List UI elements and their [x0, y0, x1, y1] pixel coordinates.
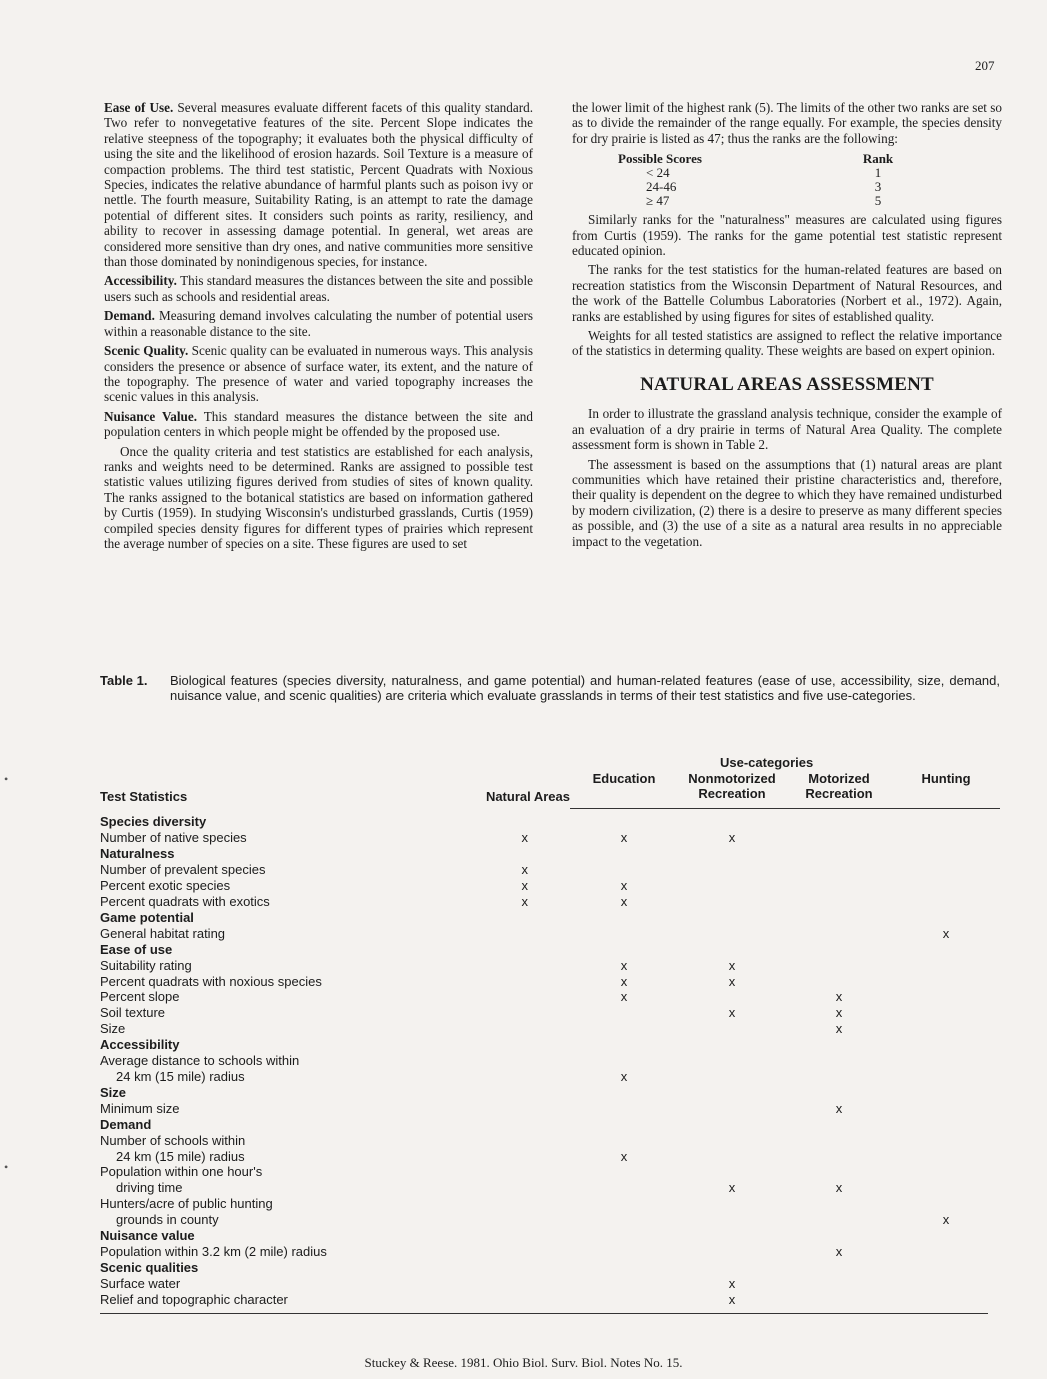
table-row: [100, 926, 1000, 942]
use-category-cell: [678, 926, 786, 942]
table-row: [100, 974, 1000, 990]
use-category-cell: [892, 974, 1000, 990]
criterion-mark: x: [728, 957, 736, 973]
use-category-cell: [786, 846, 892, 862]
table-bottom-rule: [100, 1313, 988, 1314]
hunting-header: Hunting: [892, 771, 1000, 809]
criterion-mark: x: [728, 973, 736, 989]
use-category-cell: [892, 1053, 1000, 1069]
rank-header: Rank: [862, 151, 894, 167]
use-category-cell: [892, 989, 1000, 1005]
nuisance-value-paragraph: [104, 409, 533, 440]
use-category-cell: [678, 1069, 786, 1085]
use-category-cell: [786, 1101, 892, 1117]
table-row: [100, 1005, 1000, 1021]
criterion-mark: x: [835, 1100, 843, 1116]
use-category-cell: [786, 958, 892, 974]
use-category-cell: [570, 942, 678, 958]
illustrate-paragraph: In order to illustrate the grassland analysis technique, consider the example of an evaluation of a dry prairie in terms of Natural Area Quality. The complete assessment form is shown in Table 2.: [572, 406, 1002, 453]
table-row: [100, 1133, 1000, 1149]
rank-value: 1: [874, 165, 882, 181]
use-category-cell: [786, 1276, 892, 1292]
use-category-cell: [786, 989, 892, 1005]
statistic-label: grounds in county: [116, 1212, 219, 1228]
use-category-cell: [570, 958, 678, 974]
ease-of-use-paragraph: [104, 100, 533, 269]
use-category-cell: [786, 1053, 892, 1069]
category-label: Demand: [100, 1116, 152, 1132]
use-category-cell: [570, 894, 678, 910]
use-category-cell: [468, 1212, 570, 1228]
statistic-label: Size: [100, 1021, 126, 1037]
table-row: [100, 1212, 1000, 1228]
use-category-cell: [468, 1053, 570, 1069]
use-category-cell: [468, 1117, 570, 1133]
use-category-cell: [570, 1180, 678, 1196]
criterion-mark: x: [728, 1005, 736, 1021]
use-category-cell: [678, 1196, 786, 1212]
use-category-cell: [892, 1212, 1000, 1228]
use-category-cell: [678, 1037, 786, 1053]
table-row: [100, 1292, 1000, 1308]
criterion-mark: x: [620, 1068, 628, 1084]
margin-mark: •: [4, 1160, 9, 1174]
table-label: Table 1.: [100, 673, 148, 688]
criterion-mark: x: [835, 1021, 843, 1037]
use-category-cell: [468, 1196, 570, 1212]
demand-text: Measuring demand involves calculating the number of potential users within a reasonable distance to the site.: [104, 308, 533, 339]
use-category-cell: [786, 910, 892, 926]
criteria-table: [100, 755, 1000, 1308]
use-category-cell: [570, 1149, 678, 1165]
criterion-mark: x: [728, 1180, 736, 1196]
scenic-quality-title: Scenic Quality.: [104, 343, 189, 359]
use-category-cell: [678, 1244, 786, 1260]
use-category-cell: [468, 1244, 570, 1260]
use-category-cell: [570, 1005, 678, 1021]
scores-header: Possible Scores: [618, 151, 702, 167]
use-category-cell: [468, 862, 570, 878]
score-value: 24-46: [646, 179, 677, 195]
statistic-label: Suitability rating: [100, 957, 192, 973]
use-category-cell: [570, 1164, 678, 1180]
use-category-cell: [678, 1276, 786, 1292]
use-category-cell: [786, 1069, 892, 1085]
table-1: [100, 755, 1000, 1308]
use-category-cell: [468, 974, 570, 990]
use-category-cell: [786, 1164, 892, 1180]
use-category-cell: [468, 878, 570, 894]
accessibility-text: This standard measures the distances between the site and possible users such as schools and residential areas.: [104, 273, 533, 304]
use-category-cell: [892, 1180, 1000, 1196]
use-category-cell: [786, 942, 892, 958]
use-category-cell: [786, 862, 892, 878]
page-number: 207: [975, 58, 995, 73]
criterion-mark: x: [835, 1180, 843, 1196]
category-label: Scenic qualities: [100, 1259, 199, 1275]
scenic-quality-text: Scenic quality can be evaluated in numerous ways. This analysis considers the presence or absence of surface water, its extent, and the nature of the topography. The presence of water and varied topography increases the scenic values in this analysis.: [104, 343, 533, 405]
criterion-mark: x: [620, 878, 628, 894]
nuisance-value-text: This standard measures the distance between the site and population centers in which people might be offended by the proposed use.: [104, 408, 533, 440]
use-category-cell: [468, 1292, 570, 1308]
use-category-cell: [678, 1212, 786, 1228]
use-category-cell: [892, 846, 1000, 862]
score-value: ≥ 47: [646, 193, 670, 209]
table-row: [100, 1101, 1000, 1117]
use-category-cell: [892, 926, 1000, 942]
use-category-cell: [468, 894, 570, 910]
rank-value: 3: [874, 179, 882, 195]
use-category-cell: [786, 878, 892, 894]
use-category-cell: [678, 1101, 786, 1117]
use-category-cell: [678, 1228, 786, 1244]
scores-row: [618, 194, 908, 208]
use-category-cell: [786, 1133, 892, 1149]
use-category-cell: [678, 958, 786, 974]
statistic-label: Percent quadrats with noxious species: [100, 973, 322, 989]
use-category-cell: [892, 942, 1000, 958]
table-body: [100, 808, 1000, 1308]
rank-value: 5: [874, 193, 882, 209]
category-label: Size: [100, 1084, 127, 1100]
criterion-mark: x: [620, 1148, 628, 1164]
test-statistics-header: Test Statistics: [100, 788, 188, 804]
use-category-cell: [468, 1164, 570, 1180]
demand-title: Demand.: [104, 308, 155, 324]
margin-mark: •: [4, 772, 9, 786]
criterion-mark: x: [835, 989, 843, 1005]
use-category-cell: [468, 926, 570, 942]
category-label: Ease of use: [100, 941, 173, 957]
table-row: [100, 1069, 1000, 1085]
use-category-cell: [786, 1244, 892, 1260]
use-category-cell: [570, 878, 678, 894]
use-category-cell: [786, 1196, 892, 1212]
criterion-mark: x: [728, 1275, 736, 1291]
use-category-cell: [678, 1164, 786, 1180]
use-category-cell: [678, 1133, 786, 1149]
statistic-label: Average distance to schools within: [100, 1053, 300, 1069]
use-category-cell: [892, 1196, 1000, 1212]
use-category-cell: [678, 1260, 786, 1276]
statistic-label: Percent exotic species: [100, 878, 231, 894]
criterion-mark: x: [521, 894, 528, 910]
table-row: [100, 862, 1000, 878]
use-category-cell: [570, 1085, 678, 1101]
use-category-cell: [570, 1260, 678, 1276]
use-category-cell: [892, 808, 1000, 830]
statistic-label: driving time: [116, 1180, 183, 1196]
statistic-label: Percent slope: [100, 989, 180, 1005]
similarly-paragraph: Similarly ranks for the "naturalness" measures are calculated using figures from Curtis (1959). The ranks for the game potential test statistic represent educated opinion.: [572, 212, 1002, 259]
use-category-cell: [786, 1260, 892, 1276]
use-category-cell: [678, 1180, 786, 1196]
use-category-cell: [678, 910, 786, 926]
score-value: < 24: [646, 165, 670, 181]
use-category-cell: [892, 1085, 1000, 1101]
use-category-cell: [678, 1117, 786, 1133]
use-category-cell: [468, 830, 570, 846]
use-category-cell: [678, 989, 786, 1005]
use-category-cell: [570, 910, 678, 926]
criterion-mark: x: [620, 894, 628, 910]
use-category-cell: [570, 1133, 678, 1149]
use-category-cell: [570, 862, 678, 878]
table-category-row: [100, 1228, 1000, 1244]
category-label: Nuisance value: [100, 1228, 195, 1244]
use-category-cell: [570, 1292, 678, 1308]
use-category-cell: [678, 1149, 786, 1165]
education-header: Education: [570, 771, 678, 809]
use-category-cell: [892, 910, 1000, 926]
table-category-row: [100, 910, 1000, 926]
use-category-cell: [468, 1180, 570, 1196]
footer-citation: Stuckey & Reese. 1981. Ohio Biol. Surv. Biol. Notes No. 15.: [364, 1355, 683, 1370]
use-category-cell: [570, 1212, 678, 1228]
table-category-row: [100, 942, 1000, 958]
use-category-cell: [786, 1037, 892, 1053]
use-category-cell: [678, 942, 786, 958]
use-category-cell: [570, 830, 678, 846]
criterion-mark: x: [728, 830, 736, 846]
left-column: [104, 100, 533, 555]
use-category-cell: [468, 1005, 570, 1021]
statistic-label: Surface water: [100, 1275, 181, 1291]
statistic-label: Relief and topographic character: [100, 1291, 288, 1307]
ranks-paragraph: Once the quality criteria and test statistics are established for each analysis, ranks and weights need to be determined. Ranks are assigned to possible test statistic values utilizing figures derived from studies of sites of known quality. The ranks assigned to the botanical statistics are based on information gathered by Curtis (1959). In studying Wisconsin's undisturbed grasslands, Curtis (1959) compiled species density figures for different types of prairies which represent the average number of species on a site. These figures are used to set: [104, 443, 533, 551]
use-category-cell: [678, 1085, 786, 1101]
table-row: [100, 894, 1000, 910]
category-label: Naturalness: [100, 846, 175, 862]
use-category-cell: [892, 1101, 1000, 1117]
use-category-cell: [786, 830, 892, 846]
statistic-label: General habitat rating: [100, 925, 226, 941]
table-category-row: [100, 1260, 1000, 1276]
limits-paragraph: the lower limit of the highest rank (5). The limits of the other two ranks are set so as to divide the remainder of the range equally. For example, the species density for dry prairie is listed as 47; thus the ranks are the following:: [572, 100, 1002, 146]
use-category-cell: [678, 808, 786, 830]
accessibility-title: Accessibility.: [104, 273, 177, 289]
weights-paragraph: Weights for all tested statistics are assigned to reflect the relative importance of the statistics in determing quality. These weights are based on expert opinion.: [572, 328, 1002, 359]
category-label: Accessibility: [100, 1037, 180, 1053]
table-category-row: [100, 1085, 1000, 1101]
use-category-cell: [468, 1101, 570, 1117]
accessibility-paragraph: [104, 273, 533, 304]
statistic-label: Percent quadrats with exotics: [100, 894, 270, 910]
use-category-cell: [570, 846, 678, 862]
criterion-mark: x: [835, 1243, 843, 1259]
use-category-cell: [468, 1260, 570, 1276]
use-category-cell: [468, 958, 570, 974]
use-category-cell: [468, 942, 570, 958]
table-row: [100, 1149, 1000, 1165]
table-row: [100, 958, 1000, 974]
use-category-cell: [786, 1149, 892, 1165]
use-category-cell: [892, 1021, 1000, 1037]
right-column: [572, 100, 1002, 553]
nonmotorized-recreation-header: Nonmotorized Recreation: [678, 771, 786, 809]
nuisance-value-title: Nuisance Value.: [104, 408, 198, 424]
use-category-cell: [786, 974, 892, 990]
use-category-cell: [468, 1133, 570, 1149]
use-category-cell: [786, 1021, 892, 1037]
use-category-cell: [570, 989, 678, 1005]
statistic-label: 24 km (15 mile) radius: [116, 1148, 245, 1164]
table-caption-text: Biological features (species diversity, naturalness, and game potential) and human-related features (ease of use, accessibility, size, demand, nuisance value, and scenic qualities) are criteria which evaluate grasslands in terms of their test statistics and five use-categories.: [170, 673, 1000, 703]
use-category-cell: [786, 1005, 892, 1021]
category-label: Game potential: [100, 909, 194, 925]
use-category-cell: [892, 1276, 1000, 1292]
statistic-label: Number of native species: [100, 830, 247, 846]
use-category-cell: [892, 1292, 1000, 1308]
table-row: [100, 1180, 1000, 1196]
motorized-recreation-header: Motorized Recreation: [786, 771, 892, 809]
table-row: [100, 1276, 1000, 1292]
use-category-cell: [468, 808, 570, 830]
use-category-cell: [786, 1117, 892, 1133]
use-category-cell: [570, 1101, 678, 1117]
use-category-cell: [892, 894, 1000, 910]
use-category-cell: [468, 1228, 570, 1244]
use-category-cell: [468, 989, 570, 1005]
category-label: Species diversity: [100, 814, 207, 830]
use-category-cell: [468, 1149, 570, 1165]
table-row: [100, 878, 1000, 894]
use-category-cell: [468, 1069, 570, 1085]
section-heading: NATURAL AREAS ASSESSMENT: [640, 373, 934, 395]
statistic-label: Number of schools within: [100, 1132, 246, 1148]
ease-of-use-text: Several measures evaluate different facets of this quality standard. Two refer to nonvegetative features of the site. Percent Slope indicates the relative steepness of the topography; it evaluates both the physical difficulty of using the site and the likelihood of erosion hazards. Soil Texture is a measure of compaction problems. The third test statistic, Percent Quadrats with Noxious Species, indicates the relative abundance of harmful plants such as poison ivy or nettle. The fourth measure, Suitability Rating, is an attempt to rate the damage potential of different sites. It considers such points as rarity, resiliency, and ability to recover in assessing damage potential. In general, wet areas are considered more sensitive than dry ones, and native communities more sensitive than those dominated by nonindigenous species, for instance.: [104, 100, 533, 270]
use-category-cell: [892, 1117, 1000, 1133]
use-category-cell: [468, 846, 570, 862]
table-category-row: [100, 846, 1000, 862]
statistic-label: Minimum size: [100, 1100, 180, 1116]
use-category-cell: [786, 926, 892, 942]
use-category-cell: [786, 1212, 892, 1228]
use-category-cell: [892, 958, 1000, 974]
use-category-cell: [678, 1005, 786, 1021]
table-category-row: [100, 808, 1000, 830]
use-category-cell: [892, 1037, 1000, 1053]
table-category-row: [100, 1037, 1000, 1053]
use-category-cell: [570, 808, 678, 830]
table-row: [100, 1021, 1000, 1037]
use-category-cell: [892, 878, 1000, 894]
human-features-paragraph: The ranks for the test statistics for the human-related features are based on recreation statistics from the Wisconsin Department of Natural Resources, and the work of the Battelle Columbus Laboratories (Norbert et al., 1972). Again, ranks are established by using figures for sites of established quality.: [572, 262, 1002, 324]
statistic-label: Hunters/acre of public hunting: [100, 1196, 273, 1212]
use-category-cell: [570, 1276, 678, 1292]
use-category-cell: [570, 1244, 678, 1260]
scores-table: [618, 152, 908, 208]
use-category-cell: [468, 1276, 570, 1292]
use-category-cell: [892, 1260, 1000, 1276]
use-category-cell: [786, 894, 892, 910]
use-category-cell: [678, 878, 786, 894]
criterion-mark: x: [521, 878, 528, 894]
criterion-mark: x: [942, 1212, 950, 1228]
natural-areas-header: Natural Areas: [485, 788, 570, 804]
use-category-cell: [786, 1292, 892, 1308]
use-category-cell: [892, 1069, 1000, 1085]
use-category-cell: [678, 1053, 786, 1069]
table-row: [100, 1196, 1000, 1212]
use-category-cell: [678, 846, 786, 862]
use-category-cell: [468, 1085, 570, 1101]
statistic-label: Population within 3.2 km (2 mile) radius: [100, 1243, 327, 1259]
criterion-mark: x: [620, 989, 628, 1005]
ease-of-use-title: Ease of Use.: [104, 100, 174, 115]
table-category-row: [100, 1117, 1000, 1133]
use-category-cell: [892, 1005, 1000, 1021]
use-category-cell: [570, 926, 678, 942]
statistic-label: Population within one hour's: [100, 1164, 263, 1180]
use-category-cell: [570, 1196, 678, 1212]
statistic-label: 24 km (15 mile) radius: [116, 1068, 245, 1084]
use-category-cell: [786, 1085, 892, 1101]
use-category-cell: [570, 1228, 678, 1244]
use-category-cell: [570, 974, 678, 990]
use-category-cell: [570, 1117, 678, 1133]
criterion-mark: x: [521, 862, 528, 878]
criterion-mark: x: [620, 973, 628, 989]
use-categories-header: Use-categories: [720, 755, 814, 770]
use-category-cell: [892, 830, 1000, 846]
statistic-label: Soil texture: [100, 1005, 166, 1021]
use-category-cell: [678, 894, 786, 910]
use-category-cell: [678, 1021, 786, 1037]
use-category-cell: [570, 1053, 678, 1069]
use-category-cell: [892, 1244, 1000, 1260]
use-category-cell: [892, 1164, 1000, 1180]
use-category-cell: [678, 1292, 786, 1308]
scenic-quality-paragraph: [104, 343, 533, 405]
use-category-cell: [892, 1149, 1000, 1165]
use-category-cell: [468, 910, 570, 926]
use-category-cell: [892, 1133, 1000, 1149]
table-row: [100, 830, 1000, 846]
use-category-cell: [892, 862, 1000, 878]
criterion-mark: x: [521, 830, 528, 846]
use-category-cell: [786, 1228, 892, 1244]
use-category-cell: [892, 1228, 1000, 1244]
demand-paragraph: [104, 308, 533, 339]
criterion-mark: x: [620, 957, 628, 973]
table-caption: [100, 673, 1000, 703]
use-category-cell: [468, 1037, 570, 1053]
criterion-mark: x: [620, 830, 628, 846]
scores-row: [618, 166, 908, 180]
use-category-cell: [678, 974, 786, 990]
scores-row: [618, 180, 908, 194]
table-row: [100, 1244, 1000, 1260]
assessment-paragraph: The assessment is based on the assumptions that (1) natural areas are plant communities which have retained their pristine characteristics and, therefore, their quality is dependent on the degree to which they have remained undisturbed by modern civilization, (2) there is a desire to preserve as many different species as possible, and (3) the use of a site as a natural area results in no appreciable impact to the vegetation.: [572, 456, 1002, 549]
statistic-label: Number of prevalent species: [100, 862, 266, 878]
table-row: [100, 1053, 1000, 1069]
use-category-cell: [786, 808, 892, 830]
table-row: [100, 1164, 1000, 1180]
table-row: [100, 989, 1000, 1005]
use-category-cell: [468, 1021, 570, 1037]
criterion-mark: x: [835, 1005, 843, 1021]
criterion-mark: x: [728, 1291, 736, 1307]
use-category-cell: [678, 862, 786, 878]
use-category-cell: [678, 830, 786, 846]
use-category-cell: [570, 1037, 678, 1053]
use-category-cell: [570, 1021, 678, 1037]
use-category-cell: [786, 1180, 892, 1196]
criterion-mark: x: [942, 925, 950, 941]
use-category-cell: [570, 1069, 678, 1085]
